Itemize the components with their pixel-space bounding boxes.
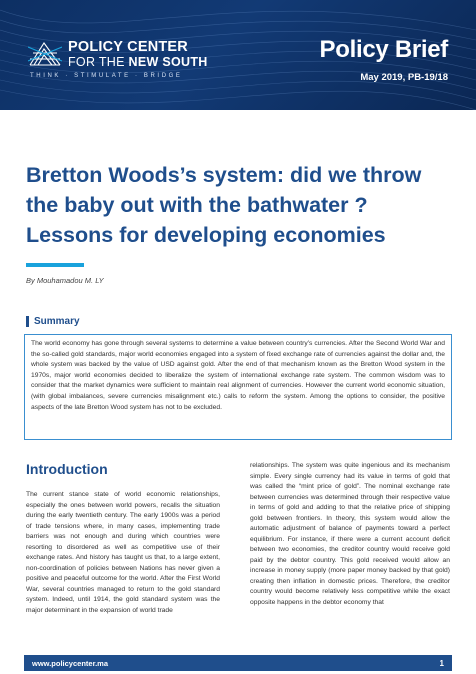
logo-line2-strong: NEW SOUTH xyxy=(128,54,208,69)
document-type: Policy Brief xyxy=(319,36,448,63)
page-number: 1 xyxy=(439,658,444,668)
summary-heading xyxy=(26,316,80,327)
title-accent-rule xyxy=(26,263,84,267)
logo-wordmark xyxy=(68,40,208,68)
logo-line2 xyxy=(68,56,208,69)
summary-text: The world economy has gone through several systems to determine a value between country’s currencies. After the Second World War and the so-called gold standards, major world economies engaged into a system of fixed exchange rate of currencies against the dollar and, the whole system was backed by the value of USD against gold. After the end of that mechanism known as the Bretton Wood system in the 1970s, major world economies decided to liberalize the system of international exchange rate system. The common wisdom was to consider that the market dynamics were sufficient to maintain real alignment of currencies. However the current world economic situation, (with global imbalances, severe currencies misalignment etc.) calls to reform the system. Among the options to consider, the positive aspects of the late Bretton Wood system has not to be excluded. xyxy=(31,340,445,411)
header-banner xyxy=(0,0,476,110)
introduction-right-column: relationships. The system was quite ingenious and its mechanism simple. Every single currency had its value in terms of gold that was called the “mint price of gold”. The nominal exchange rate between currencies was determined through their respective value in terms of gold and adding to that the relative price of shipping gold between frontiers. In theory, this system would allow the automatic adjustment of balance of payments toward a perfect equilibrium. For instance, if there were a current account deficit between two economies, the creditor country would receive gold paid by the debtor country. This gold received would allow an increase in money supply (more paper money backed by that gold) creating then inflation in domestic prices. Therefore, the creditor country would become relatively less competitive while the exact opposite happens in the debtor economy that xyxy=(250,462,450,606)
logo-line1: POLICY CENTER xyxy=(68,39,188,55)
logo xyxy=(28,40,208,68)
summary-box xyxy=(24,334,452,440)
summary-label: Summary xyxy=(34,316,80,327)
logo-line2-prefix: FOR THE xyxy=(68,54,129,69)
summary-marker xyxy=(26,316,29,327)
date-reference: May 2019, PB-19/18 xyxy=(360,72,448,83)
article-title: Bretton Woods’s system: did we throw the baby out with the bathwater ? Lessons for developing economies xyxy=(26,163,422,247)
policy-center-logo-icon xyxy=(28,41,62,67)
footer-url-link[interactable]: www.policycenter.ma xyxy=(32,658,108,668)
tagline: THINK · STIMULATE · BRIDGE xyxy=(30,73,183,79)
author-line: By Mouhamadou M. LY xyxy=(26,276,104,285)
footer-bar xyxy=(24,655,452,671)
introduction-heading: Introduction xyxy=(26,461,108,477)
introduction-left-column: The current stance state of world economic relationships, especially the ones between world powers, recalls the situation during the early twentieth century. The early 1900s was a period of trade tensions where, in many cases, implementing trade barriers was not enough and during which countries were resorting to disordered as well as competitive use of their exchange rates. And history has taught us that, to a large extent, non-coordination of policies between Nations has never given a positive and peaceful outcome for the world. After the First World War, several countries managed to return to the gold standard system. Indeed, until 1914, the gold standard system was the major determinant in the expansion of world trade xyxy=(26,491,220,614)
